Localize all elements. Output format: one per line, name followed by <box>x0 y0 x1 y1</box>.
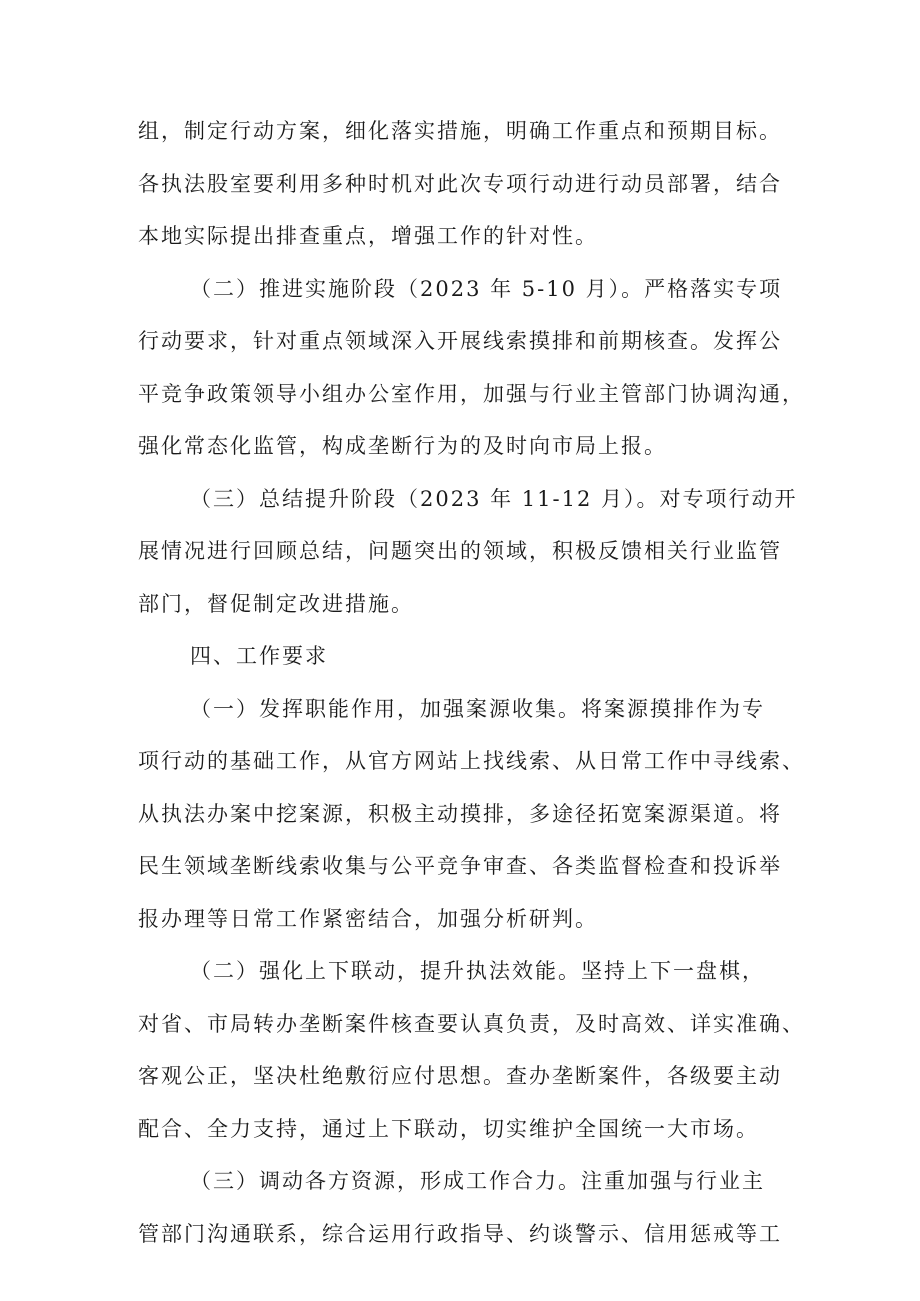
paragraph-line: 强化常态化监管，构成垄断行为的及时向市局上报。 <box>138 434 667 458</box>
paragraph-line: 组，制定行动方案，细化落实措施，明确工作重点和预期目标。 <box>138 119 782 143</box>
paragraph-line: （二）推进实施阶段（2023 年 5-10 月）。严格落实专项 <box>190 276 783 301</box>
paragraph-line: 各执法股室要利用多种时机对此次专项行动进行动员部署，结合 <box>138 171 782 196</box>
section-heading: 四、工作要求 <box>190 644 328 668</box>
paragraph-line: 展情况进行回顾总结，问题突出的领域，积极反馈相关行业监管 <box>138 539 782 563</box>
paragraph-line: 平竞争政策领导小组办公室作用，加强与行业主管部门协调沟通， <box>138 381 805 406</box>
paragraph-line: 报办理等日常工作紧密结合，加强分析研判。 <box>138 906 598 931</box>
paragraph-line: 民生领域垄断线索收集与公平竞争审查、各类监督检查和投诉举 <box>138 854 782 878</box>
paragraph-line: （二）强化上下联动，提升执法效能。坚持上下一盘棋， <box>190 959 765 983</box>
document-body <box>138 105 805 1260</box>
paragraph-line: 客观公正，坚决杜绝敷衍应付思想。查办垄断案件，各级要主动 <box>138 1064 782 1088</box>
paragraph-line: （三）总结提升阶段（2023 年 11-12 月）。对专项行动开 <box>190 486 798 511</box>
paragraph-line: 配合、全力支持，通过上下联动，切实维护全国统一大市场。 <box>138 1116 759 1141</box>
paragraph-line: （三）调动各方资源，形成工作合力。注重加强与行业主 <box>190 1169 765 1193</box>
paragraph-line: 行动要求，针对重点领域深入开展线索摸排和前期核查。发挥公 <box>138 329 782 353</box>
paragraph-line: 管部门沟通联系，综合运用行政指导、约谈警示、信用惩戒等工 <box>138 1221 782 1246</box>
paragraph-line: 对省、市局转办垄断案件核查要认真负责，及时高效、详实准确、 <box>138 1011 805 1036</box>
paragraph-line: 项行动的基础工作，从官方网站上找线索、从日常工作中寻线索、 <box>138 749 805 773</box>
paragraph-line: 部门，督促制定改进措施。 <box>138 591 414 616</box>
paragraph-line: 本地实际提出排查重点，增强工作的针对性。 <box>138 224 598 248</box>
paragraph-line: （一）发挥职能作用，加强案源收集。将案源摸排作为专 <box>190 696 765 721</box>
paragraph-line: 从执法办案中挖案源，积极主动摸排，多途径拓宽案源渠道。将 <box>138 801 782 826</box>
